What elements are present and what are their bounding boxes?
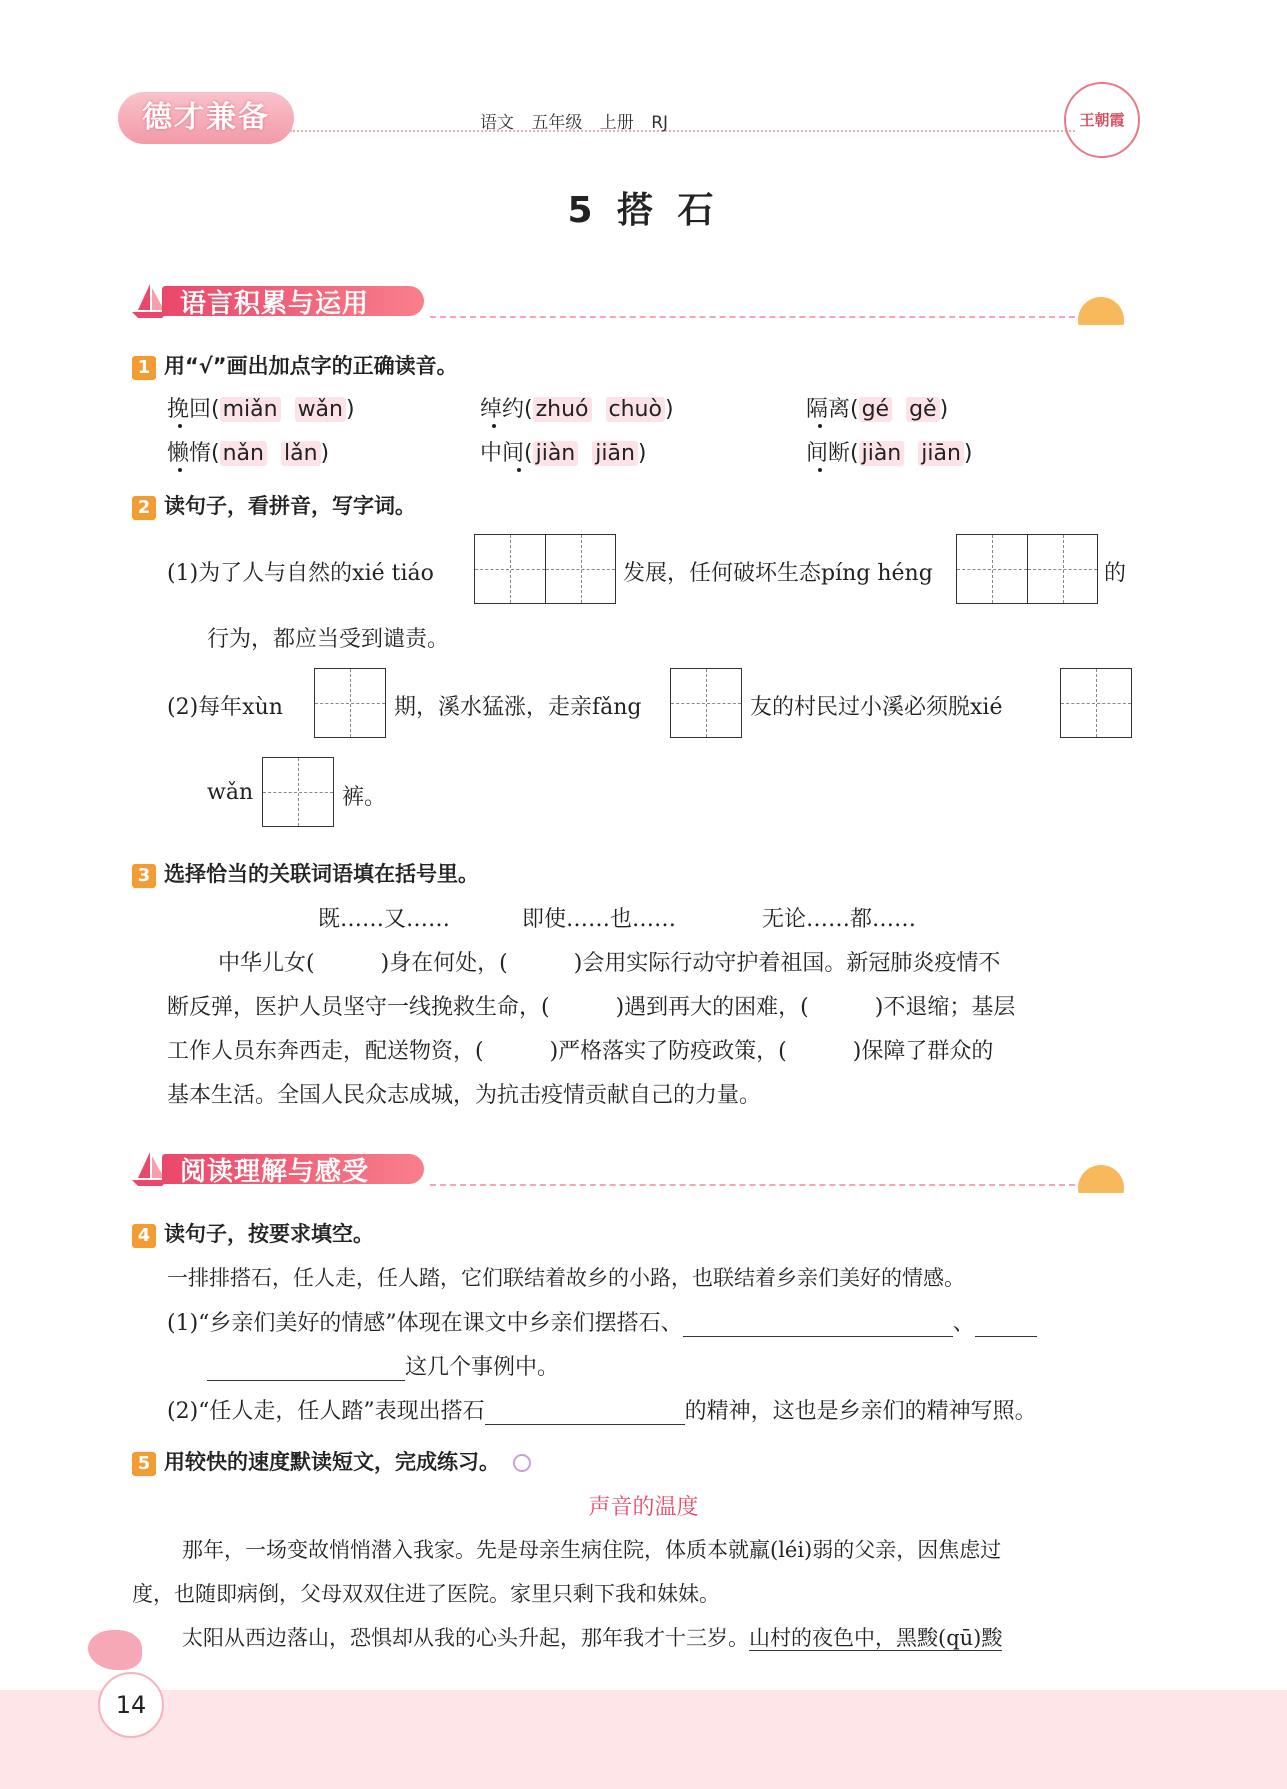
answer-box-fang[interactable] [670,668,742,738]
question-number-badge: 2 [132,496,156,520]
q2-s2-text-a: (2)每年xùn [167,695,283,720]
pinyin-option[interactable]: lǎn [281,441,321,466]
q1-item-4: 懒惰( nǎn lǎn ) [167,441,330,466]
question-prompt: 读句子，看拼音，写字词。 [164,494,416,518]
dolphin-icon [88,1630,142,1670]
q3-line-2: 断反弹，医护人员坚守一线挽救生命，( )遇到再大的困难，( )不退缩；基层 [167,995,1016,1020]
question-number-badge: 4 [132,1224,156,1248]
question-prompt: 用较快的速度默读短文，完成练习。 [164,1450,500,1474]
answer-box-xun[interactable] [314,668,386,738]
emphasis-dot [818,468,822,472]
q4-part-1-sep: 、 [952,1311,975,1336]
answer-blank[interactable] [975,1311,1037,1337]
section-title-2: 阅读理解与感受 [180,1157,370,1187]
story-para-2 [182,1622,1002,1652]
emphasis-dot [178,468,182,472]
q4-quote: 一排排搭石，任人走，任人踏，它们联结着故乡的小路，也联结着乡亲们美好的情感。 [167,1266,965,1290]
answer-blank[interactable] [207,1355,405,1381]
emphasis-dot [492,424,496,428]
question-number-badge: 1 [132,356,156,380]
q2-s1-text-b: 发展，任何破坏生态píng héng [623,561,933,586]
q2-s2-text-b: 期，溪水猛涨，走亲fǎng [394,695,642,720]
story-para-2b-underlined: 山村的夜色中，黑黢(qū)黢 [749,1626,1003,1650]
page-number: 14 [98,1672,164,1738]
q4-part-1-end: 这几个事例中。 [405,1355,560,1380]
answer-box-xie-tiao[interactable] [474,534,616,604]
page-title: 5 搭 石 [567,190,720,231]
sunset-icon [1078,1165,1124,1193]
sunset-icon [1078,297,1124,325]
q2-s1-text-a: (1)为了人与自然的xié tiáo [167,561,434,586]
q3-option-2: 即使……也…… [522,907,677,932]
question-number-badge: 5 [132,1452,156,1476]
page-footer [0,1690,1287,1789]
emphasis-dot [517,468,521,472]
section-divider-2 [430,1184,1075,1186]
answer-box-wan[interactable] [262,757,334,827]
q1-item-3: 隔离( gé gě ) [806,397,949,422]
pinyin-option[interactable]: jiàn [859,441,905,466]
timer-icon [513,1454,531,1472]
pinyin-option[interactable]: miǎn [220,397,281,422]
pinyin-option[interactable]: wǎn [295,397,346,422]
story-para-2a: 太阳从西边落山，恐惧却从我的心头升起，那年我才十三岁。 [182,1626,749,1650]
q2-s2-text-e: 裤。 [342,785,387,810]
question-number-badge: 3 [132,864,156,888]
answer-blank[interactable] [485,1399,685,1425]
pinyin-option[interactable]: gě [906,397,940,422]
brand-logo: 德才兼备 [118,92,294,144]
question-3 [132,858,479,888]
header-divider [290,130,1075,132]
author-seal: 王朝霞 [1064,82,1140,158]
section-banner-1 [130,280,425,320]
q4-part-2-text: (2)“任人走，任人踏”表现出搭石 [167,1399,485,1424]
question-2 [132,490,416,520]
answer-blank[interactable] [683,1311,953,1337]
section-banner-2 [130,1148,425,1188]
q1-item-5: 中间( jiàn jiān ) [480,441,647,466]
q3-line-3: 工作人员东奔西走，配送物资，( )严格落实了防疫政策，( )保障了群众的 [167,1039,994,1064]
pinyin-option[interactable]: zhuó [533,397,592,422]
question-prompt: 用“√”画出加点字的正确读音。 [164,354,458,378]
q4-part-1 [167,1306,1037,1337]
section-divider-1 [430,316,1075,318]
header-subject: 语文 五年级 上册 RJ [480,113,669,133]
q4-part-2 [167,1394,1037,1425]
section-title-1: 语言积累与运用 [180,289,370,319]
question-prompt: 读句子，按要求填空。 [164,1222,374,1246]
q2-s2-text-d: wǎn [207,780,254,805]
q1-item-2: 绰约( zhuó chuò ) [480,397,674,422]
question-prompt: 选择恰当的关联词语填在括号里。 [164,862,479,886]
story-para-1b: 度，也随即病倒，父母双双住进了医院。家里只剩下我和妹妹。 [132,1582,720,1606]
answer-box-ping-heng[interactable] [956,534,1098,604]
question-1 [132,350,458,380]
q1-item-1: 挽回( miǎn wǎn ) [167,397,355,422]
q4-part-1-text: (1)“乡亲们美好的情感”体现在课文中乡亲们摆搭石、 [167,1311,683,1336]
q2-s1-text-d: 行为，都应当受到谴责。 [207,627,450,652]
story-para-1a: 那年，一场变故悄悄潜入我家。先是母亲生病住院，体质本就羸(léi)弱的父亲，因焦虑过 [182,1538,1002,1562]
q4-part-1-cont [207,1350,559,1381]
q2-s1-text-c: 的 [1104,561,1127,586]
q1-item-6: 间断( jiàn jiān ) [806,441,973,466]
pinyin-option[interactable]: jiān [918,441,964,466]
story-title: 声音的温度 [588,1495,699,1520]
q2-s2-text-c: 友的村民过小溪必须脱xié [750,695,1003,720]
emphasis-dot [818,424,822,428]
pinyin-option[interactable]: nǎn [220,441,267,466]
q4-part-2-end: 的精神，这也是乡亲们的精神写照。 [684,1399,1037,1424]
q3-option-1: 既……又…… [318,907,451,932]
pinyin-option[interactable]: jiān [592,441,638,466]
question-4 [132,1218,374,1248]
emphasis-dot [178,424,182,428]
q3-option-3: 无论……都…… [762,907,917,932]
question-5 [132,1446,531,1476]
q3-line-4: 基本生活。全国人民众志成城，为抗击疫情贡献自己的力量。 [167,1083,762,1108]
pinyin-option[interactable]: gé [859,397,893,422]
pinyin-option[interactable]: jiàn [533,441,579,466]
answer-box-xie[interactable] [1060,668,1132,738]
q3-line-1: 中华儿女( )身在何处，( )会用实际行动守护着祖国。新冠肺炎疫情不 [218,951,1001,976]
pinyin-option[interactable]: chuò [606,397,665,422]
